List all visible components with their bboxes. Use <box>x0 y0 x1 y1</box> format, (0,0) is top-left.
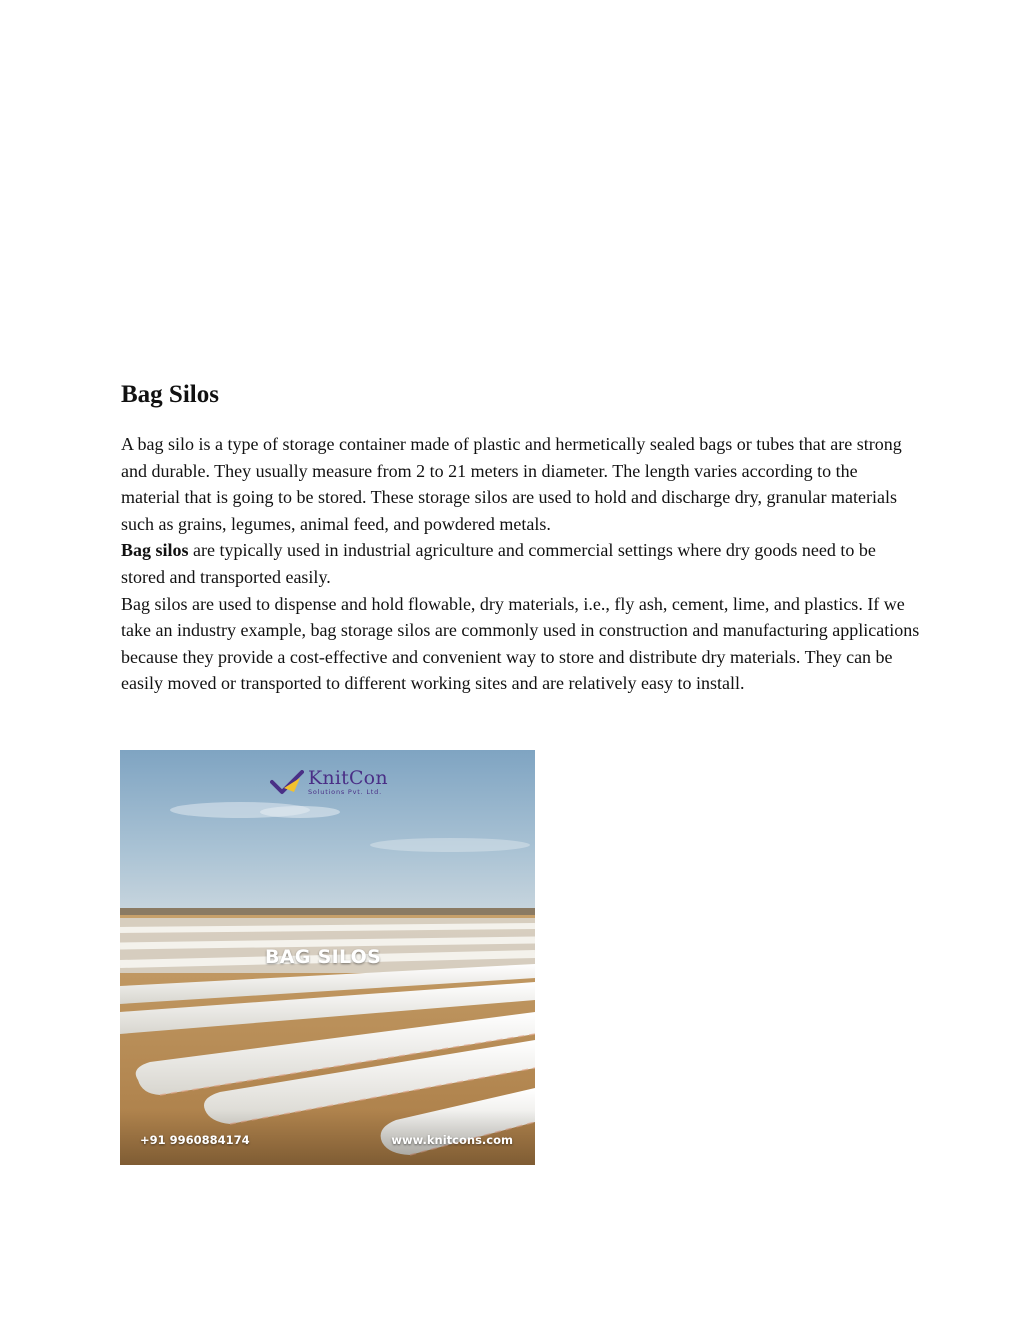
article-body <box>121 431 921 697</box>
bag-silos-photo <box>120 750 535 1165</box>
logo-check-icon <box>270 770 304 796</box>
paragraph-intro-continuation: are typically used in industrial agriculture and commercial settings where dry goods need to be stored and transported easily. <box>121 540 876 587</box>
paragraph-intro <box>121 431 921 591</box>
logo-name: KnitCon <box>308 767 388 789</box>
distant-silo-row <box>120 926 535 930</box>
logo-subtitle: Solutions Pvt. Ltd. <box>308 788 382 796</box>
bold-term: Bag silos <box>121 540 189 561</box>
photo-website: www.knitcons.com <box>391 1133 513 1147</box>
page-heading: Bag Silos <box>121 381 219 408</box>
photo-title: BAG SILOS <box>265 946 382 968</box>
cloud <box>260 806 340 818</box>
photo-phone: +91 9960884174 <box>140 1133 250 1147</box>
paragraph-intro-text: A bag silo is a type of storage container made of plastic and hermetically sealed bags or tubes that are strong and durable. They usually measure from 2 to 21 meters in diameter. The length varies according to the material that is going to be stored. These storage silos are used to hold and discharge dry, granular materials such as grains, legumes, animal feed, and powdered metals. <box>121 434 902 534</box>
company-logo <box>270 768 388 796</box>
paragraph-uses: Bag silos are used to dispense and hold flowable, dry materials, i.e., fly ash, cement, lime, and plastics. If we take an industry example, bag storage silos are commonly used in construction and manufacturing applications because they provide a cost-effective and convenient way to store and distribute dry materials. They can be easily moved or transported to different working sites and are relatively easy to install. <box>121 593 920 694</box>
cloud <box>370 838 530 852</box>
